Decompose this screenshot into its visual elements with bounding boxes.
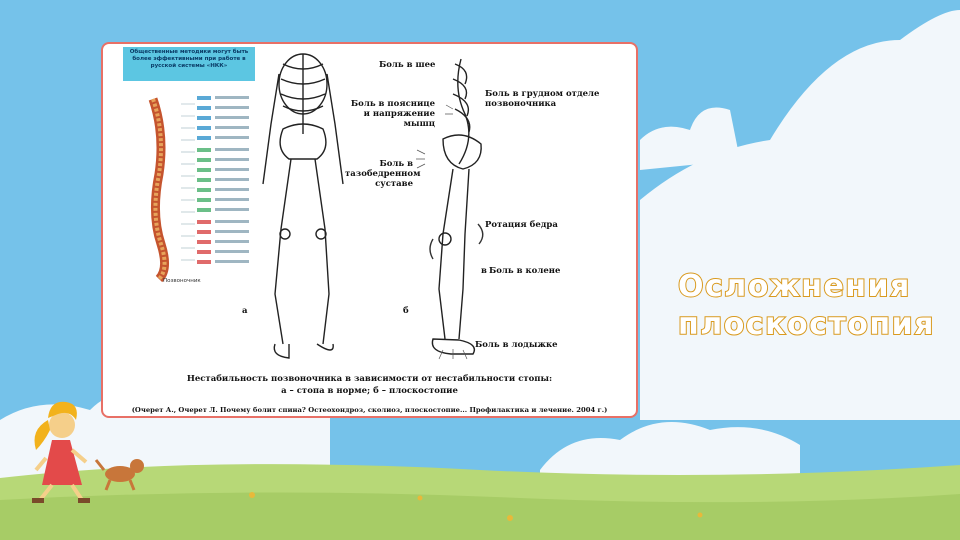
label-b: б [403, 306, 409, 316]
caption-line1: Нестабильность позвоночника в зависимости от нестабильности стопы: [186, 374, 553, 384]
slide-title [678, 268, 938, 344]
label-lumbar-pain: Боль в пояснице и напряжение мышц [350, 99, 435, 129]
spine-chart-header: Общественные методики могут быть более эффективными при работе в русской системы «НКК» [123, 47, 255, 81]
label-ankle-pain: Боль в лодыжке [475, 340, 558, 350]
label-v: в [481, 266, 487, 276]
label-thoracic-pain: Боль в грудном отделе позвоночника [485, 89, 600, 109]
source-citation: (Очерет А., Очерет Л. Почему болит спина? Остеохондроз, сколиоз, плоскостопие... Профилактика и лечение. 2004 г.) [131, 406, 608, 414]
slide-title-line2: плоскостопия [678, 307, 935, 342]
skeleton-normal [263, 54, 343, 358]
label-knee-pain: Боль в колене [489, 266, 561, 276]
spine-chart [153, 96, 249, 279]
slide-title-line1: Осложнения [678, 269, 911, 304]
spine-chart-footer: Позвоночник [163, 278, 201, 284]
label-a: а [242, 306, 248, 316]
caption-line2: а – стопа в норме; б – плоскостопие [281, 386, 458, 396]
figure-card [101, 42, 638, 418]
label-femur-rotation: Ротация бедра [485, 220, 558, 230]
label-hip-pain: Боль в тазобедренном суставе [345, 159, 421, 189]
label-neck-pain: Боль в шее [379, 60, 436, 70]
